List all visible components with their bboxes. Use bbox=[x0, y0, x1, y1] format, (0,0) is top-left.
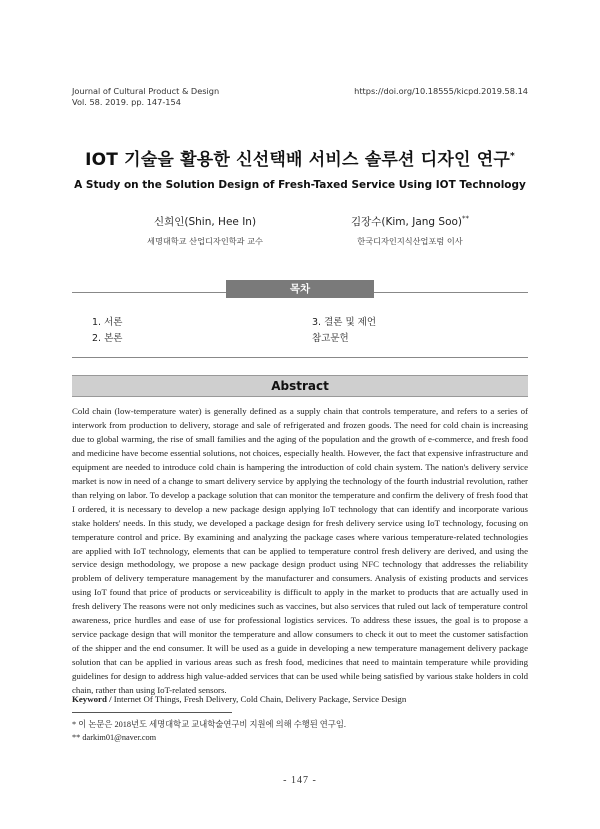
author-2-affiliation: 한국디자인지식산업포럼 이사 bbox=[357, 236, 463, 246]
journal-volume: Vol. 58. 2019. pp. 147-154 bbox=[72, 97, 181, 107]
title-footnote-mark: * bbox=[509, 151, 515, 162]
toc-item-body[interactable]: 2. 본론 bbox=[92, 333, 123, 344]
footnote-2 bbox=[72, 733, 156, 742]
journal-name: Journal of Cultural Product & Design bbox=[72, 86, 220, 96]
author-1-name bbox=[110, 214, 300, 229]
toc-heading: 목차 bbox=[226, 280, 374, 298]
toc-box bbox=[72, 292, 528, 358]
footnote-1 bbox=[72, 718, 346, 730]
toc-item-conclusion[interactable]: 3. 결론 및 제언 bbox=[312, 317, 377, 328]
keyword-value: Internet Of Things, Fresh Delivery, Cold Chain, Delivery Package, Service Design bbox=[113, 694, 407, 704]
footnote-2-mark: ** bbox=[72, 733, 81, 742]
title-korean bbox=[0, 145, 600, 170]
author-2-mark: ** bbox=[462, 214, 470, 223]
footnote-divider bbox=[72, 712, 232, 713]
toc-item-references[interactable]: 참고문헌 bbox=[312, 333, 349, 344]
keyword-line bbox=[72, 694, 528, 704]
footnote-2-text[interactable]: darkim01@naver.com bbox=[82, 733, 157, 742]
title-korean-text: IOT 기술을 활용한 신선택배 서비스 솔루션 디자인 연구 bbox=[85, 150, 510, 170]
author-2-name bbox=[315, 214, 505, 229]
author-1-name-text: 신희인(Shin, Hee In) bbox=[153, 216, 257, 228]
abstract-heading: Abstract bbox=[72, 375, 528, 397]
keyword-label: Keyword / bbox=[72, 694, 112, 704]
page-number: - 147 - bbox=[283, 775, 317, 786]
title-english: A Study on the Solution Design of Fresh-Taxed Service Using IOT Technology bbox=[74, 179, 526, 191]
author-1-affiliation: 세명대학교 산업디자인학과 교수 bbox=[147, 236, 263, 246]
doi-link[interactable]: https://doi.org/10.18555/kicpd.2019.58.14 bbox=[354, 86, 528, 96]
toc-item-intro[interactable]: 1. 서론 bbox=[92, 317, 123, 328]
author-2-name-text: 김장수(Kim, Jang Soo) bbox=[350, 216, 463, 228]
footnote-1-mark: * bbox=[72, 720, 77, 729]
abstract-body: Cold chain (low-temperature water) is generally defined as a supply chain that controls temperature, and refers to a series of interwork from production to delivery, storage and sale of refrigerated and frozen goods. The need for cold chain is increasing due to global warming, the rise of small families and the aging of the population and the growth of e-commerce, and fresh food and medicine have become essential solutions, not choices, especially health. However, the fact that expensive infrastructure and equipment are needed to introduce cold chain is hampering the introduction of cold chain system. The nation's delivery service market is now in need of a change to smart delivery service by applying the technology of the fourth industrial revolution, rather than relying on labor. To develop a package solution that can monitor the temperature and confirm the delivery of fresh food that I ordered, it is necessary to develop a new package design applying IoT technology that can identify and incorporate various stake holders' needs. In this study, we developed a package design for fresh delivery service using IoT technology, focusing on temperature control and price. By examining and analyzing the package cases where various temperature-related technologies are applied with IoT technology, elements that can be applied to temperature control fresh delivery are derived, and using the service design methodology, we propose a new package design product using NFC technology that addresses the reliability problem of delivery temperature management by the manufacturer and consumers. Analysis of existing products and services using IoT found that price of products or serviceability is difficult to apply in the market to products that are actually used in fresh delivery The reasons were not only medicines such as vaccines, but also services that ruled out lack of temperature control awareness, price hurdles and ease of use for professional logistics services. To address these issues, the goal is to propose a service package design that will monitor the temperature and allow consumers to check it out to meet the customer satisfaction of the shipper and the end consumer. It will be used as a guide in developing a new temperature management delivery package solution that can be applied in various areas such as fresh food, medicines that need to maintain temperature while providing guidelines for design to address high value-added services that can be used while being satisfied by various stake holders in cold chain, rather than using IoT-related sensors. bbox=[72, 406, 528, 696]
footnote-1-text: 이 논문은 2018년도 세명대학교 교내학술연구비 지원에 의해 수행된 연구임. bbox=[78, 720, 346, 729]
